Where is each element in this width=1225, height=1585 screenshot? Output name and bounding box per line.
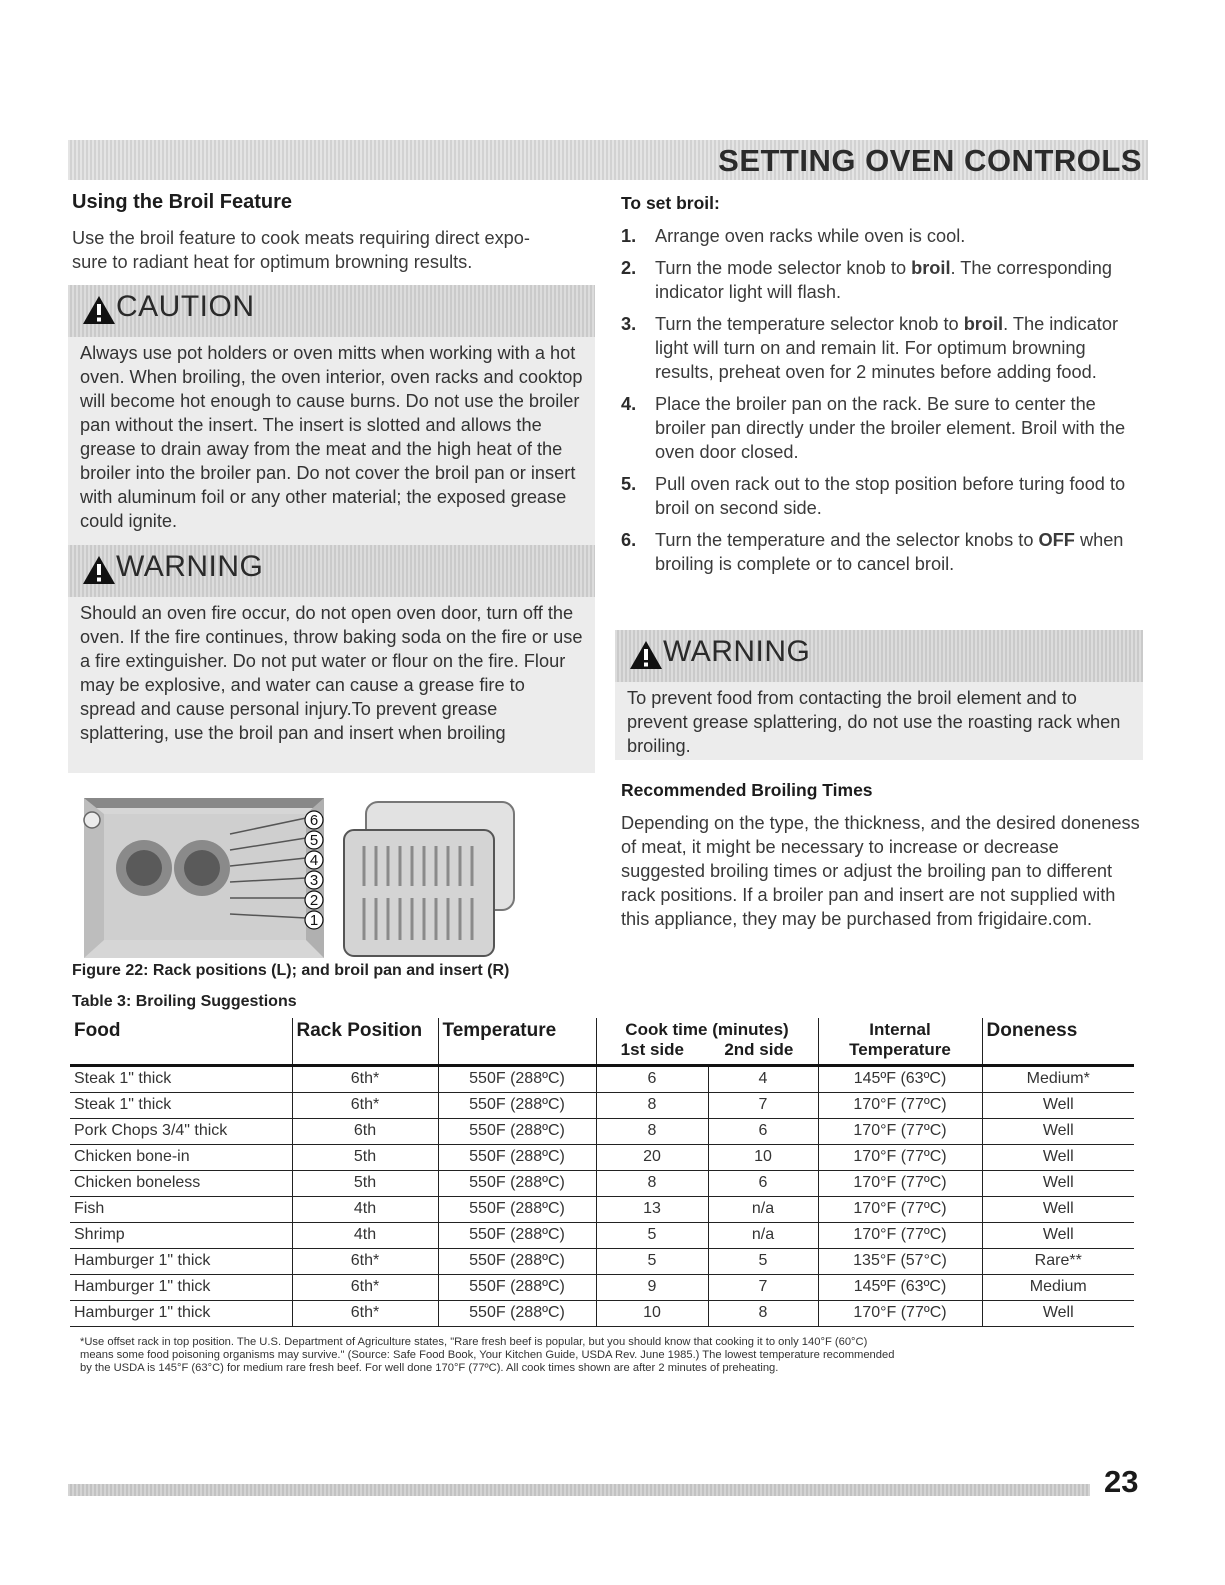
cell-food: Steak 1" thick — [70, 1093, 292, 1119]
table-row — [70, 1197, 1134, 1223]
cell-rack: 6th* — [292, 1301, 438, 1327]
header-internal-label-2: Temperature — [849, 1040, 951, 1059]
cell-internal-temp: 170°F (77ºC) — [818, 1301, 982, 1327]
section-title: SETTING OVEN CONTROLS — [718, 143, 1142, 178]
table-row — [70, 1093, 1134, 1119]
cell-temperature: 550F (288ºC) — [438, 1223, 596, 1249]
warning-label-right: WARNING — [663, 635, 811, 668]
cell-2nd-side: 7 — [708, 1275, 818, 1301]
warning-triangle-icon — [629, 640, 663, 670]
step-number: 5. — [621, 474, 637, 494]
cell-doneness: Well — [982, 1119, 1134, 1145]
cell-2nd-side: 8 — [708, 1301, 818, 1327]
cell-1st-side: 8 — [596, 1119, 708, 1145]
step-bold-term: OFF — [1038, 530, 1075, 550]
warning-triangle-icon — [82, 295, 116, 325]
cell-food: Shrimp — [70, 1223, 292, 1249]
broil-pan-illustration — [344, 802, 514, 956]
table-header-row — [70, 1018, 1134, 1066]
section-banner — [68, 140, 1148, 180]
cell-rack: 6th* — [292, 1093, 438, 1119]
step-number: 4. — [621, 394, 637, 414]
step-4 — [621, 392, 1143, 464]
cell-temperature: 550F (288ºC) — [438, 1145, 596, 1171]
warning-header-right — [615, 630, 1143, 682]
cell-1st-side: 5 — [596, 1249, 708, 1275]
header-1st-side: 1st side — [620, 1040, 684, 1059]
step-text: Place the broiler pan on the rack. Be sure to center the broiler pan directly under the broiler element. Broil with the oven door closed. — [655, 394, 1126, 462]
cell-internal-temp: 170°F (77ºC) — [818, 1145, 982, 1171]
cell-2nd-side: 4 — [708, 1066, 818, 1093]
caution-label: CAUTION — [116, 290, 255, 323]
header-cook-time-sides — [601, 1040, 814, 1060]
cell-2nd-side: n/a — [708, 1197, 818, 1223]
step-5 — [621, 472, 1143, 520]
step-text: Arrange oven racks while oven is cool. — [655, 226, 966, 246]
page-number: 23 — [1104, 1464, 1139, 1499]
cell-doneness: Well — [982, 1197, 1134, 1223]
figure-caption: Figure 22: Rack positions (L); and broil pan and insert (R) — [72, 962, 510, 979]
cell-temperature: 550F (288ºC) — [438, 1197, 596, 1223]
rack-number-2: 2 — [309, 892, 319, 909]
cell-food: Hamburger 1" thick — [70, 1301, 292, 1327]
header-rack-position: Rack Position — [292, 1018, 438, 1066]
intro-line-1: Use the broil feature to cook meats requiring direct expo- — [72, 228, 530, 248]
step-text: Turn the temperature and the selector knobs to — [655, 530, 1039, 550]
header-internal-temperature — [818, 1018, 982, 1066]
footnote-line-2: means some food poisoning organisms may survive." (Source: Safe Food Book, Your Kitchen Guide, USDA Rev. June 1985.) The lowest temperature recommended — [80, 1349, 895, 1361]
cell-rack: 6th* — [292, 1066, 438, 1093]
warning-box-right — [615, 630, 1143, 760]
cell-rack: 6th* — [292, 1275, 438, 1301]
cell-internal-temp: 170°F (77ºC) — [818, 1197, 982, 1223]
caution-header — [68, 285, 595, 337]
header-2nd-side: 2nd side — [724, 1040, 794, 1059]
step-1 — [621, 224, 1143, 248]
cell-rack: 5th — [292, 1171, 438, 1197]
cell-doneness: Well — [982, 1145, 1134, 1171]
rack-number-4: 4 — [309, 852, 319, 869]
table-caption: Table 3: Broiling Suggestions — [72, 993, 297, 1010]
cell-2nd-side: 6 — [708, 1119, 818, 1145]
cell-2nd-side: 10 — [708, 1145, 818, 1171]
cell-food: Chicken boneless — [70, 1171, 292, 1197]
footnote-line-3: by the USDA is 145°F (63°C) for medium rare fresh beef. For well done 170°F (77ºC). All cook times shown are after 2 minutes of preheating. — [80, 1362, 779, 1374]
oven-cavity-illustration — [84, 798, 324, 958]
cell-rack: 6th — [292, 1119, 438, 1145]
cell-doneness: Medium* — [982, 1066, 1134, 1093]
warning-label-left: WARNING — [116, 550, 264, 583]
cell-food: Chicken bone-in — [70, 1145, 292, 1171]
step-number: 3. — [621, 314, 637, 334]
table-row — [70, 1145, 1134, 1171]
cell-temperature: 550F (288ºC) — [438, 1066, 596, 1093]
cell-food: Pork Chops 3/4" thick — [70, 1119, 292, 1145]
step-2 — [621, 256, 1143, 304]
cell-doneness: Well — [982, 1223, 1134, 1249]
header-cook-time — [596, 1018, 818, 1066]
step-number: 1. — [621, 226, 637, 246]
left-column — [72, 191, 597, 274]
warning-text-right: To prevent food from contacting the broil element and to prevent grease splattering, do not use the roasting rack when broiling. — [615, 682, 1143, 760]
header-doneness: Doneness — [982, 1018, 1134, 1066]
rack-number-5: 5 — [309, 832, 319, 849]
cell-internal-temp: 170°F (77ºC) — [818, 1119, 982, 1145]
broiling-suggestions-table — [70, 1018, 1134, 1327]
table-row — [70, 1223, 1134, 1249]
warning-triangle-icon — [82, 555, 116, 585]
step-text: Turn the temperature selector knob to — [655, 314, 964, 334]
cell-rack: 4th — [292, 1223, 438, 1249]
footnote-line-1: *Use offset rack in top position. The U.S. Department of Agriculture states, "Rare fresh beef is popular, but you should know that cooking it to only 140°F (60°C) — [80, 1336, 868, 1348]
step-bold-term: broil — [963, 314, 1004, 334]
cell-doneness: Well — [982, 1093, 1134, 1119]
cell-rack: 6th* — [292, 1249, 438, 1275]
cell-temperature: 550F (288ºC) — [438, 1301, 596, 1327]
step-number: 2. — [621, 258, 637, 278]
warning-text-left: Should an oven fire occur, do not open oven door, turn off the oven. If the fire continues, throw baking soda on the fire or use a fire extinguisher. Do not put water or flour on the fire. Flour may be explosive, and water can cause a grease fire to spread and cause personal injury.To prevent grease splattering, use the broil pan and insert when broiling — [68, 597, 595, 773]
cell-doneness: Medium — [982, 1275, 1134, 1301]
table-row — [70, 1066, 1134, 1093]
recommended-text: Depending on the type, the thickness, and the desired doneness of meat, it might be necessary to increase or decrease suggested broiling times or adjust the broiling pan to different rack positions. If a broiler pan and insert are not supplied with this appliance, they may be purchased from frigidaire.com. — [621, 813, 1140, 929]
cell-doneness: Rare** — [982, 1249, 1134, 1275]
cell-1st-side: 8 — [596, 1093, 708, 1119]
page-number-bar — [68, 1484, 1090, 1496]
table-row — [70, 1301, 1134, 1327]
rack-number-1: 1 — [309, 912, 319, 929]
cell-temperature: 550F (288ºC) — [438, 1249, 596, 1275]
cell-2nd-side: 7 — [708, 1093, 818, 1119]
table-footnote — [80, 1336, 1140, 1375]
cell-2nd-side: 5 — [708, 1249, 818, 1275]
cell-internal-temp: 170°F (77ºC) — [818, 1093, 982, 1119]
table-row — [70, 1275, 1134, 1301]
cell-temperature: 550F (288ºC) — [438, 1093, 596, 1119]
cell-2nd-side: 6 — [708, 1171, 818, 1197]
cell-internal-temp: 145ºF (63ºC) — [818, 1275, 982, 1301]
cell-1st-side: 5 — [596, 1223, 708, 1249]
table-row — [70, 1249, 1134, 1275]
broil-intro — [72, 226, 597, 274]
set-broil-heading: To set broil: — [621, 193, 720, 213]
cell-1st-side: 9 — [596, 1275, 708, 1301]
recommended-heading: Recommended Broiling Times — [621, 780, 873, 800]
cell-doneness: Well — [982, 1171, 1134, 1197]
warning-header-left — [68, 545, 595, 597]
table-row — [70, 1119, 1134, 1145]
cell-internal-temp: 170°F (77ºC) — [818, 1171, 982, 1197]
broil-steps-list — [621, 224, 1143, 576]
right-column — [621, 193, 1143, 584]
rack-number-3: 3 — [309, 872, 319, 889]
broil-feature-heading: Using the Broil Feature — [72, 191, 293, 213]
intro-line-2: sure to radiant heat for optimum browning results. — [72, 252, 473, 272]
caution-box — [68, 285, 595, 549]
cell-1st-side: 8 — [596, 1171, 708, 1197]
caution-text: Always use pot holders or oven mitts when working with a hot oven. When broiling, the oven interior, oven racks and cooktop will become hot enough to cause burns. Do not use the broiler pan without the insert. The insert is slotted and allows the grease to drain away from the meat and the high heat of the broiler into the broiler pan. Do not cover the broil pan or insert with aluminum foil or any other material; the exposed grease could ignite. — [68, 337, 595, 549]
header-food: Food — [74, 1020, 121, 1041]
rack-number-6: 6 — [309, 812, 319, 829]
table-body — [70, 1066, 1134, 1327]
cell-rack: 4th — [292, 1197, 438, 1223]
cell-2nd-side: n/a — [708, 1223, 818, 1249]
cell-1st-side: 13 — [596, 1197, 708, 1223]
cell-doneness: Well — [982, 1301, 1134, 1327]
cell-temperature: 550F (288ºC) — [438, 1171, 596, 1197]
header-internal-label: Internal — [869, 1020, 931, 1039]
cell-temperature: 550F (288ºC) — [438, 1275, 596, 1301]
warning-box-left — [68, 545, 595, 773]
step-text-end: when broiling is complete or to cancel broil. — [655, 530, 1124, 574]
header-temperature: Temperature — [438, 1018, 596, 1066]
table-row — [70, 1171, 1134, 1197]
recommended-section — [621, 780, 1143, 931]
step-text: Pull oven rack out to the stop position before turing food to broil on second side. — [655, 474, 1126, 518]
cell-1st-side: 20 — [596, 1145, 708, 1171]
step-6 — [621, 528, 1143, 576]
cell-temperature: 550F (288ºC) — [438, 1119, 596, 1145]
cell-internal-temp: 135°F (57°C) — [818, 1249, 982, 1275]
cell-food: Steak 1" thick — [70, 1066, 292, 1093]
cell-food: Hamburger 1" thick — [70, 1275, 292, 1301]
header-cook-time-label: Cook time (minutes) — [625, 1020, 789, 1039]
cell-food: Fish — [70, 1197, 292, 1223]
cell-rack: 5th — [292, 1145, 438, 1171]
step-number: 6. — [621, 530, 637, 550]
step-text: Turn the mode selector knob to — [655, 258, 912, 278]
rack-and-broil-pan-figure — [80, 790, 530, 960]
step-text-end: . The corresponding indicator light will flash. — [655, 258, 1112, 302]
cell-food: Hamburger 1" thick — [70, 1249, 292, 1275]
step-text-end: . The indicator light will turn on and remain lit. For optimum browning results, preheat oven for 2 minutes before adding food. — [655, 314, 1119, 382]
step-bold-term: broil — [911, 258, 951, 278]
cell-1st-side: 10 — [596, 1301, 708, 1327]
cell-internal-temp: 170°F (77ºC) — [818, 1223, 982, 1249]
cell-1st-side: 6 — [596, 1066, 708, 1093]
step-3 — [621, 312, 1143, 384]
cell-internal-temp: 145ºF (63ºC) — [818, 1066, 982, 1093]
